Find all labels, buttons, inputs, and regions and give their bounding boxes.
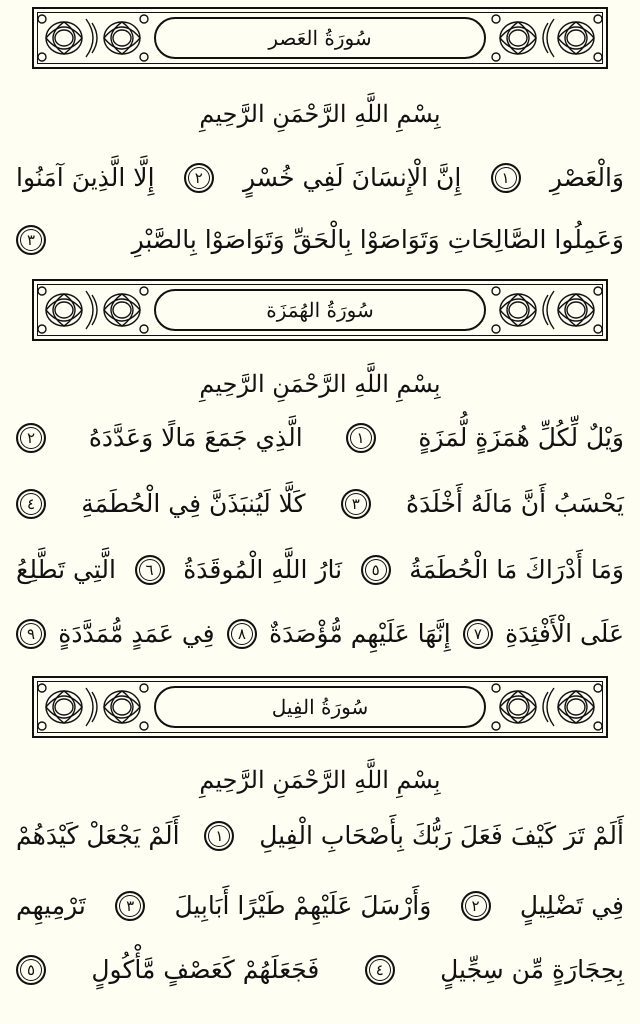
ayah-number-marker: ٧ [463,619,493,649]
verse-text: فِي عَمَدٍ مُّمَدَّدَةٍ [58,619,215,648]
ayah-number-marker: ٩ [16,619,46,649]
ayah-number-marker: ٣ [115,891,145,921]
surah-title-cartouche [154,686,486,728]
surah-title: سُورَةُ الفِيل [271,695,369,719]
ayah-number-marker: ٢ [461,891,491,921]
basmala: بِسْمِ اللَّهِ الرَّحْمَنِ الرَّحِيمِ [199,766,441,794]
ayah-number-marker: ٦ [135,555,165,585]
verse-text: إِنَّ الْإِنسَانَ لَفِي خُسْرٍ [243,163,462,192]
verse-line [16,886,624,926]
surah-header [32,676,608,738]
ayah-number-marker: ٢ [16,423,46,453]
verse-text: وَمَا أَدْرَاكَ مَا الْحُطَمَةُ [409,555,624,584]
verse-text: فَجَعَلَهُمْ كَعَصْفٍ مَّأْكُولٍ [91,955,320,984]
verse-text: تَرْمِيهِم [16,891,86,920]
verse-line [16,550,624,590]
verse-text: عَلَى الْأَفْئِدَةِ [505,619,624,648]
verse-text: وَأَرْسَلَ عَلَيْهِمْ طَيْرًا أَبَابِيلَ [174,891,432,920]
verse-text: كَلَّا لَيُنبَذَنَّ فِي الْحُطَمَةِ [81,489,306,518]
ayah-number-marker: ٣ [341,489,371,519]
verse-text: وَالْعَصْرِ [549,163,624,192]
verse-line [16,816,624,856]
ornament-icon [34,678,152,736]
surah-title: سُورَةُ العَصر [268,26,372,50]
ornament-icon [488,281,606,339]
verse-line [16,950,624,990]
verse-text: فِي تَضْلِيلٍ [519,891,624,920]
ayah-number-marker: ١ [491,163,521,193]
ayah-number-marker: ٤ [16,489,46,519]
verse-text: أَلَمْ يَجْعَلْ كَيْدَهُمْ [16,821,180,850]
ornament-icon [34,9,152,67]
ornament-icon [34,281,152,339]
surah-title-cartouche [154,289,486,331]
ayah-number-marker: ٢ [184,163,214,193]
verse-text: أَلَمْ تَرَ كَيْفَ فَعَلَ رَبُّكَ بِأَصْحَابِ الْفِيلِ [259,821,624,850]
verse-line [16,418,624,458]
basmala: بِسْمِ اللَّهِ الرَّحْمَنِ الرَّحِيمِ [199,100,441,128]
ayah-number-marker: ٣ [16,225,46,255]
surah-header [32,7,608,69]
verse-line [16,158,624,198]
verse-text: إِنَّهَا عَلَيْهِم مُّؤْصَدَةٌ [269,619,451,648]
ayah-number-marker: ٥ [361,555,391,585]
ayah-number-marker: ٨ [227,619,257,649]
verse-text: نَارُ اللَّهِ الْمُوقَدَةُ [183,555,343,584]
verse-text: يَحْسَبُ أَنَّ مَالَهُ أَخْلَدَهُ [405,489,624,518]
verse-text: الَّذِي جَمَعَ مَالًا وَعَدَّدَهُ [88,423,303,452]
ayah-number-marker: ٤ [365,955,395,985]
surah-title: سُورَةُ الهُمَزَة [266,298,374,322]
verse-line [16,614,624,654]
verse-text: وَعَمِلُوا الصَّالِحَاتِ وَتَوَاصَوْا بِالْحَقِّ وَتَوَاصَوْا بِالصَّبْرِ [131,225,624,254]
verse-text: وَيْلٌ لِّكُلِّ هُمَزَةٍ لُّمَزَةٍ [418,423,624,452]
ayah-number-marker: ١ [204,821,234,851]
verse-text: بِحِجَارَةٍ مِّن سِجِّيلٍ [440,955,624,984]
verse-text: الَّتِي تَطَّلِعُ [16,555,116,584]
verse-line [16,220,624,260]
ornament-icon [488,678,606,736]
basmala: بِسْمِ اللَّهِ الرَّحْمَنِ الرَّحِيمِ [199,370,441,398]
verse-text: إِلَّا الَّذِينَ آمَنُوا [16,163,155,192]
ayah-number-marker: ١ [346,423,376,453]
surah-title-cartouche [154,17,486,59]
surah-header [32,279,608,341]
ayah-number-marker: ٥ [16,955,46,985]
ornament-icon [488,9,606,67]
verse-line [16,484,624,524]
